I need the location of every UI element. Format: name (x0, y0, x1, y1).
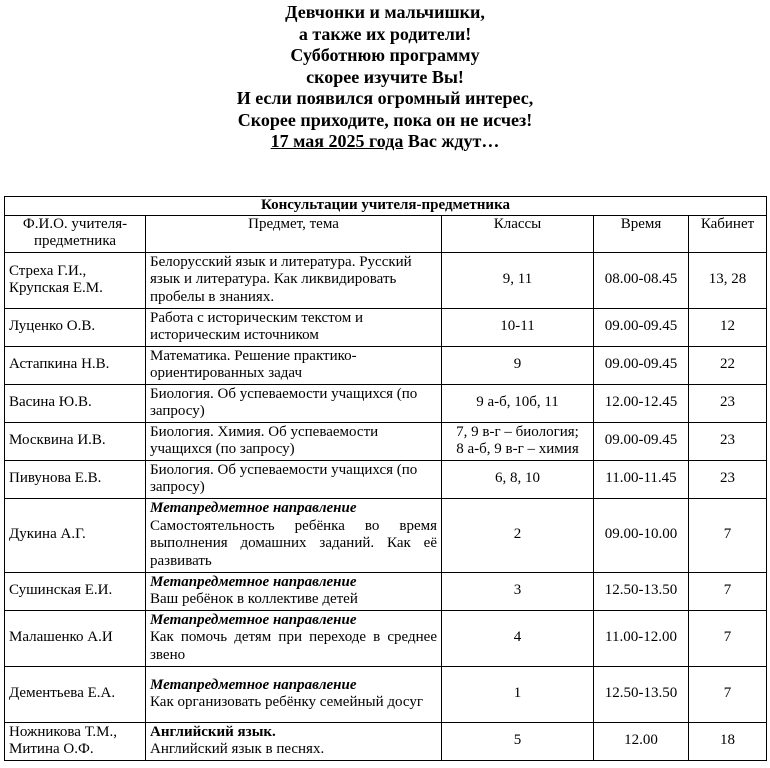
poem-line: И если появился огромный интерес, (236, 88, 534, 108)
header-classes: Классы (442, 215, 594, 252)
classes: 9 (442, 346, 594, 384)
table-header-row (5, 215, 767, 252)
direction-label: Английский язык. (150, 723, 276, 740)
room: 23 (689, 422, 767, 460)
room: 7 (689, 610, 767, 666)
direction-label: Метапредметное направление (150, 676, 357, 693)
time: 11.00-11.45 (594, 460, 689, 498)
classes (442, 422, 594, 460)
teacher-name: Ножникова Т.М., Митина О.Ф. (5, 722, 146, 760)
time: 11.00-12.00 (594, 610, 689, 666)
table-row (5, 308, 767, 346)
classes: 5 (442, 722, 594, 760)
subject-topic (146, 666, 442, 722)
teacher-name: Дементьева Е.А. (5, 666, 146, 722)
room: 7 (689, 498, 767, 572)
room: 7 (689, 572, 767, 610)
subject-topic (146, 722, 442, 760)
topic-text: Как организовать ребёнку семейный досуг (150, 694, 423, 710)
classes-line: 7, 9 в-г – биология; (456, 423, 579, 440)
classes: 6, 8, 10 (442, 460, 594, 498)
subject-topic: Биология. Об успеваемости учащихся (по запросу) (146, 384, 442, 422)
table-row (5, 572, 767, 610)
teacher-name: Сушинская Е.И. (5, 572, 146, 610)
room: 23 (689, 384, 767, 422)
table-row (5, 610, 767, 666)
time: 12.50-13.50 (594, 572, 689, 610)
time: 09.00-09.45 (594, 422, 689, 460)
teacher-name: Астапкина Н.В. (5, 346, 146, 384)
room: 13, 28 (689, 252, 767, 308)
room: 18 (689, 722, 767, 760)
teacher-name: Стреха Г.И., Крупская Е.М. (5, 252, 146, 308)
teacher-name: Москвина И.В. (5, 422, 146, 460)
classes: 9 а-б, 10б, 11 (442, 384, 594, 422)
table-row (5, 422, 767, 460)
room: 23 (689, 460, 767, 498)
table-row (5, 252, 767, 308)
table-row (5, 460, 767, 498)
poem-line: Скорее приходите, пока он не исчез! (237, 109, 533, 130)
header-subject: Предмет, тема (146, 215, 442, 252)
time: 12.00-12.45 (594, 384, 689, 422)
teacher-name: Васина Ю.В. (5, 384, 146, 422)
direction-label: Метапредметное направление (150, 573, 357, 590)
time: 09.00-09.45 (594, 308, 689, 346)
time: 08.00-08.45 (594, 252, 689, 308)
table-title-row (5, 197, 767, 216)
subject-topic: Математика. Решение практико-ориентированных задач (146, 346, 442, 384)
poem-line: скорее изучите Вы! (306, 66, 464, 87)
classes: 10-11 (442, 308, 594, 346)
room: 7 (689, 666, 767, 722)
table-row (5, 346, 767, 384)
table-title: Консультации учителя-предметника (5, 197, 767, 216)
time: 09.00-10.00 (594, 498, 689, 572)
teacher-name: Малашенко А.И (5, 610, 146, 666)
header-time: Время (594, 215, 689, 252)
subject-topic: Биология. Химия. Об успеваемости учащихся (по запросу) (146, 422, 442, 460)
topic-text: Английский язык в песнях. (150, 741, 325, 757)
subject-topic: Белорусский язык и литература. Русский язык и литература. Как ликвидировать пробелы в знаниях. (146, 252, 442, 308)
header-name: Ф.И.О. учителя-предметника (5, 215, 146, 252)
time: 09.00-09.45 (594, 346, 689, 384)
table-row (5, 498, 767, 572)
poem-date-tail: Вас ждут… (403, 131, 500, 151)
poem-line: Девчонки и мальчишки, (285, 2, 485, 22)
teacher-name: Пивунова Е.В. (5, 460, 146, 498)
subject-topic (146, 610, 442, 666)
event-date: 17 мая 2025 года (270, 131, 404, 151)
direction-label: Метапредметное направление (150, 500, 357, 516)
table-row (5, 384, 767, 422)
direction-label: Метапредметное направление (150, 611, 357, 628)
table-row (5, 666, 767, 722)
poem-line: Субботнюю программу (290, 45, 480, 65)
classes: 9, 11 (442, 252, 594, 308)
poem-line: а также их родители! (298, 23, 472, 44)
topic-text: Самостоятельность ребёнка во время выполнения домашних заданий. Как её развивать (150, 517, 437, 569)
consultation-table (4, 196, 767, 761)
time: 12.00 (594, 722, 689, 760)
poem-date-line (0, 131, 770, 153)
subject-topic (146, 498, 442, 572)
classes: 3 (442, 572, 594, 610)
table-row (5, 722, 767, 760)
classes: 4 (442, 610, 594, 666)
classes: 2 (442, 498, 594, 572)
header-room: Кабинет (689, 215, 767, 252)
subject-topic: Работа с историческим текстом и историческим источником (146, 308, 442, 346)
classes-line: 8 а-б, 9 в-г – химия (456, 441, 579, 457)
invitation-poem (0, 2, 770, 153)
classes: 1 (442, 666, 594, 722)
topic-text: Как помочь детям при переходе в среднее звено (150, 629, 437, 663)
room: 12 (689, 308, 767, 346)
subject-topic: Биология. Об успеваемости учащихся (по запросу) (146, 460, 442, 498)
topic-text: Ваш ребёнок в коллективе детей (150, 591, 358, 607)
time: 12.50-13.50 (594, 666, 689, 722)
room: 22 (689, 346, 767, 384)
subject-topic (146, 572, 442, 610)
teacher-name: Дукина А.Г. (5, 498, 146, 572)
teacher-name: Луценко О.В. (5, 308, 146, 346)
